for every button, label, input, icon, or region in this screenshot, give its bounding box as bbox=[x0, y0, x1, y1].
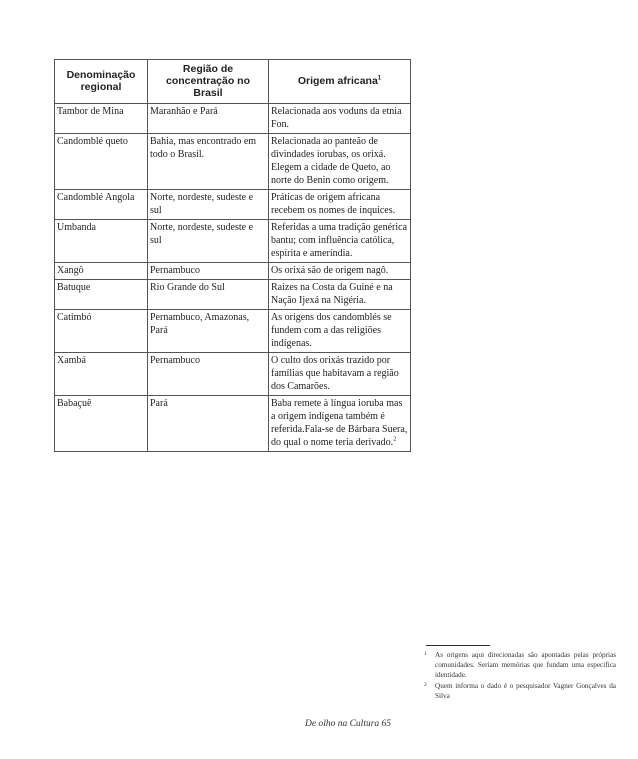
cell-regiao: Bahia, mas encontrado em todo o Brasil. bbox=[148, 134, 269, 190]
cell-origem: Práticas de origem africana recebem os nomes de inquices. bbox=[269, 190, 411, 220]
footnote-number: 2 bbox=[424, 682, 427, 688]
cell-regiao: Norte, nordeste, sudeste e sul bbox=[148, 190, 269, 220]
footnote-number: 1 bbox=[424, 651, 427, 657]
footnote-text: As origens aqui direcionadas são apontadas pelas próprias comunidades. Seriam memórias que fundam uma específica identidade. bbox=[435, 651, 616, 679]
religions-table bbox=[54, 59, 411, 452]
table-row bbox=[55, 310, 411, 353]
table-row bbox=[55, 220, 411, 263]
footnote-ref: 2 bbox=[393, 436, 397, 443]
header-regiao: Região de concentração no Brasil bbox=[148, 60, 269, 104]
footnote-divider bbox=[426, 645, 490, 646]
footnote bbox=[424, 650, 616, 680]
cell-origem: Os orixá são de origem nagô. bbox=[269, 263, 411, 280]
footnote-ref: 1 bbox=[377, 75, 382, 82]
cell-origem: Relacionada aos voduns da etnia Fon. bbox=[269, 104, 411, 134]
cell-regiao: Pernambuco, Amazonas, Pará bbox=[148, 310, 269, 353]
cell-denominacao: Catimbó bbox=[55, 310, 148, 353]
cell-regiao: Norte, nordeste, sudeste e sul bbox=[148, 220, 269, 263]
cell-origem: O culto dos orixás trazido por famílias que habitavam a região dos Camarões. bbox=[269, 353, 411, 396]
table-row bbox=[55, 280, 411, 310]
cell-regiao: Pernambuco bbox=[148, 353, 269, 396]
cell-origem: Relacionada ao panteão de divindades iorubas, os orixá. Elegem a cidade de Queto, ao norte do Benin como origem. bbox=[269, 134, 411, 190]
cell-denominacao: Xangô bbox=[55, 263, 148, 280]
table-row bbox=[55, 104, 411, 134]
cell-regiao: Pará bbox=[148, 396, 269, 452]
table-row bbox=[55, 190, 411, 220]
cell-regiao: Maranhão e Pará bbox=[148, 104, 269, 134]
cell-origem: Baba remete à língua ioruba mas a origem indígena também é referida.Fala-se de Bárbara Suera, do qual o nome teria derivado.$^2$ bbox=[269, 396, 411, 452]
cell-denominacao: Umbanda bbox=[55, 220, 148, 263]
table-row bbox=[55, 353, 411, 396]
table-body bbox=[55, 104, 411, 452]
header-denominacao: Denominação regional bbox=[55, 60, 148, 104]
cell-denominacao: Candomblé queto bbox=[55, 134, 148, 190]
cell-origem: Referidas a uma tradição genérica bantu; com influência católica, espírita e ameríndia. bbox=[269, 220, 411, 263]
cell-denominacao: Xambá bbox=[55, 353, 148, 396]
header-origem: Origem africana$^1$ bbox=[269, 60, 411, 104]
cell-regiao: Pernambuco bbox=[148, 263, 269, 280]
cell-denominacao: Candomblé Angola bbox=[55, 190, 148, 220]
cell-origem: As origens dos candomblés se fundem com a das religiões indígenas. bbox=[269, 310, 411, 353]
cell-denominacao: Batuque bbox=[55, 280, 148, 310]
table-row bbox=[55, 134, 411, 190]
page-footer: De olho na Cultura 65 bbox=[305, 719, 392, 729]
table-row bbox=[55, 396, 411, 452]
cell-origem: Raízes na Costa da Guiné e na Nação Ijexá na Nigéria. bbox=[269, 280, 411, 310]
footnote-text: Quem informa o dado é o pesquisador Vagner Gonçalves da Silva bbox=[435, 682, 616, 700]
footnote bbox=[424, 681, 616, 701]
cell-regiao: Rio Grande do Sul bbox=[148, 280, 269, 310]
cell-denominacao: Tambor de Mina bbox=[55, 104, 148, 134]
footnotes bbox=[424, 650, 616, 702]
table-header-row bbox=[55, 60, 411, 104]
table-row bbox=[55, 263, 411, 280]
cell-denominacao: Babaçuê bbox=[55, 396, 148, 452]
